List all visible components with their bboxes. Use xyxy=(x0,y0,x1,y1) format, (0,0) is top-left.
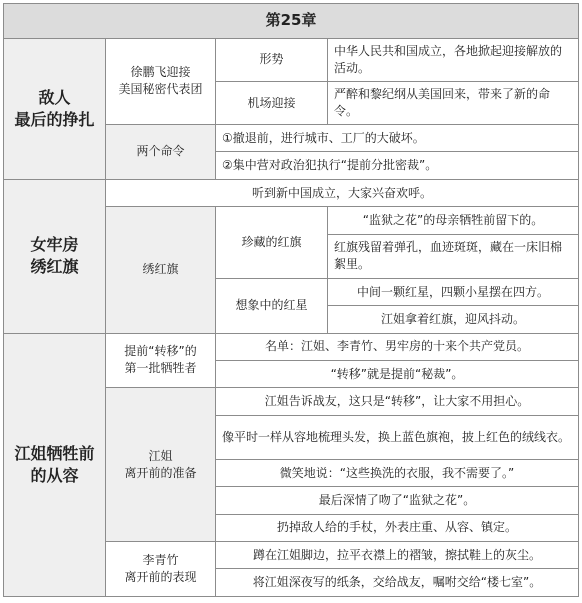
section-heading-line: 最后的挣扎 xyxy=(14,109,95,129)
group-label xyxy=(106,388,216,542)
group-label-line: 离开前的准备 xyxy=(124,465,197,480)
detail-cell: 中间一颗红星，四颗小星摆在四方。 xyxy=(328,278,579,305)
sub-label: 形势 xyxy=(216,38,328,81)
group-label-line: 提前“转移”的 xyxy=(124,344,197,359)
group-label-line: 徐鹏飞迎接 xyxy=(130,65,191,80)
section-heading xyxy=(4,38,106,179)
group-label xyxy=(106,38,216,124)
detail-cell: 将江姐深夜写的纸条，交给战友，嘱咐交给“楼七室”。 xyxy=(216,569,579,597)
section-heading-line: 敌人 xyxy=(38,87,71,107)
intro-cell: 听到新中国成立，大家兴奋欢呼。 xyxy=(106,179,579,206)
detail-cell: 名单：江姐、李青竹、男牢房的十来个共产党员。 xyxy=(216,333,579,360)
group-label: 两个命令 xyxy=(106,125,216,180)
section-heading-line: 的从容 xyxy=(30,465,79,485)
group-label xyxy=(106,542,216,597)
sub-label: 珍藏的红旗 xyxy=(216,207,328,279)
detail-cell: 严醉和黎纪纲从美国回来，带来了新的命令。 xyxy=(328,81,579,124)
section-heading-line: 绣红旗 xyxy=(30,257,79,277)
detail-cell: 江姐告诉战友，这只是“转移”，让大家不用担心。 xyxy=(216,388,579,415)
detail-cell: 江姐拿着红旗，迎风抖动。 xyxy=(328,306,579,333)
group-label-line: 美国秘密代表团 xyxy=(118,82,203,97)
group-label-line: 江姐 xyxy=(148,448,173,463)
summary-table-sheet xyxy=(3,3,579,597)
group-label: 绣红旗 xyxy=(106,207,216,333)
sub-label: 机场迎接 xyxy=(216,81,328,124)
chapter-title: 第25章 xyxy=(4,4,579,39)
chapter-summary-table xyxy=(3,3,579,597)
detail-cell: 扔掉敌人给的手杖，外表庄重、从容、镇定。 xyxy=(216,514,579,541)
detail-cell: “监狱之花”的母亲牺牲前留下的。 xyxy=(328,207,579,234)
detail-cell: 红旗残留着弹孔，血迹斑斑，藏在一床旧棉絮里。 xyxy=(328,234,579,278)
group-label-line: 李青竹 xyxy=(142,553,179,568)
detail-cell: 微笑地说：“这些换洗的衣服，我不需要了。” xyxy=(216,459,579,486)
section-heading-line: 江姐牺牲前 xyxy=(14,443,95,463)
group-label-line: 第一批牺牲者 xyxy=(124,361,197,376)
title-row xyxy=(4,4,579,39)
group-label xyxy=(106,333,216,388)
detail-cell: ②集中营对政治犯执行“提前分批密裁”。 xyxy=(216,152,579,179)
group-label-line: 离开前的表现 xyxy=(124,570,197,585)
section-heading xyxy=(4,179,106,333)
detail-cell: 中华人民共和国成立，各地掀起迎接解放的活动。 xyxy=(328,38,579,81)
detail-cell: ①撤退前，进行城市、工厂的大破坏。 xyxy=(216,125,579,152)
detail-cell: “转移”就是提前“秘裁”。 xyxy=(216,360,579,387)
sub-label: 想象中的红星 xyxy=(216,278,328,333)
detail-cell: 最后深情了吻了“监狱之花”。 xyxy=(216,487,579,514)
detail-cell: 蹲在江姐脚边，拉平衣襟上的褶皱，擦拭鞋上的灰尘。 xyxy=(216,542,579,569)
detail-cell: 像平时一样从容地梳理头发，换上蓝色旗袍，披上红色的绒线衣。 xyxy=(216,415,579,459)
section-heading-line: 女牢房 xyxy=(30,235,79,255)
section-heading xyxy=(4,333,106,596)
